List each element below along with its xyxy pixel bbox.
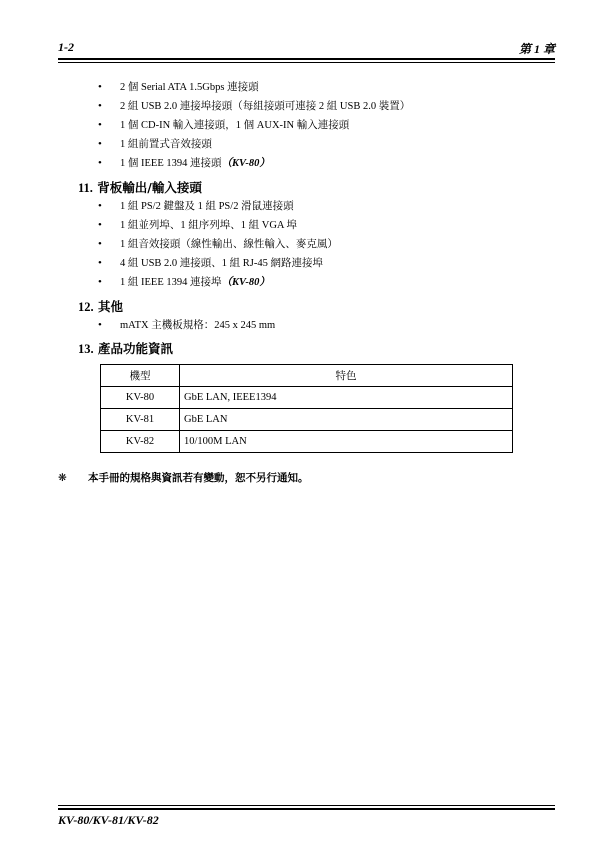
feature-list-top xyxy=(58,78,555,173)
list-item: • 1 組並列埠、1 組序列埠、1 組 VGA 埠 xyxy=(58,216,555,235)
bullet-icon: • xyxy=(98,276,102,288)
bullet-icon: • xyxy=(98,119,102,131)
page-number: 1-2 xyxy=(58,40,74,54)
list-item: • 1 組 PS/2 鍵盤及 1 組 PS/2 滑鼠連接頭 xyxy=(58,197,555,216)
bullet-icon: • xyxy=(98,138,102,150)
section-heading-13: 13. 產品功能資訊 xyxy=(78,341,173,356)
note-mark-icon: ❋ xyxy=(58,472,67,484)
list-item: • 1 組音效接頭（線性輸出、線性輸入、麥克風） xyxy=(58,235,555,254)
cell-feature: GbE LAN xyxy=(180,409,513,431)
table-row xyxy=(101,387,513,409)
bullet-icon: • xyxy=(98,100,102,112)
page-content xyxy=(58,78,555,453)
list-item: • mATX 主機板規格：245 x 245 mm xyxy=(58,316,555,335)
cell-model: KV-82 xyxy=(101,431,180,453)
list-item: • 2 個 Serial ATA 1.5Gbps 連接頭 xyxy=(58,78,555,97)
header-rule-thin xyxy=(58,62,555,63)
column-header-model: 機型 xyxy=(101,365,180,387)
header-rule-thick xyxy=(58,58,555,60)
cell-model: KV-81 xyxy=(101,409,180,431)
feature-list-rear-io xyxy=(58,197,555,292)
list-item: • 4 組 USB 2.0 連接頭、1 組 RJ-45 網路連接埠 xyxy=(58,254,555,273)
bullet-icon: • xyxy=(98,157,102,169)
bullet-icon: • xyxy=(98,319,102,331)
bullet-icon: • xyxy=(98,81,102,93)
table-row xyxy=(101,409,513,431)
list-item: • 1 個 CD-IN 輸入連接頭，1 個 AUX-IN 輸入連接頭 xyxy=(58,116,555,135)
column-header-feature: 特色 xyxy=(180,365,513,387)
cell-feature: 10/100M LAN xyxy=(180,431,513,453)
section-heading-12: 12. 其他 xyxy=(78,299,123,314)
list-item: • 2 組 USB 2.0 連接埠接頭（每組接頭可連接 2 組 USB 2.0 裝置） xyxy=(58,97,555,116)
footer-model-names: KV-80/KV-81/KV-82 xyxy=(58,813,159,827)
model-feature-table xyxy=(100,364,513,453)
bullet-icon: • xyxy=(98,219,102,231)
footer-rule-thin xyxy=(58,805,555,806)
cell-feature: GbE LAN, IEEE1394 xyxy=(180,387,513,409)
section-heading-11: 11. 背板輸出/輸入接頭 xyxy=(78,180,202,195)
bullet-icon: • xyxy=(98,238,102,250)
table-row xyxy=(101,431,513,453)
note-text: 本手冊的規格與資訊若有變動，恕不另行通知。 xyxy=(88,472,309,484)
disclaimer-note xyxy=(58,470,309,485)
chapter-label: 第 1 章 xyxy=(518,42,555,56)
bullet-icon: • xyxy=(98,200,102,212)
footer-rule-thick xyxy=(58,808,555,810)
bullet-icon: • xyxy=(98,257,102,269)
table-header-row xyxy=(101,365,513,387)
feature-list-other xyxy=(58,316,555,335)
list-item: • 1 組 IEEE 1394 連接埠（KV-80） xyxy=(58,273,555,292)
list-item: • 1 組前置式音效接頭 xyxy=(58,135,555,154)
list-item: • 1 個 IEEE 1394 連接頭（KV-80） xyxy=(58,154,555,173)
cell-model: KV-80 xyxy=(101,387,180,409)
